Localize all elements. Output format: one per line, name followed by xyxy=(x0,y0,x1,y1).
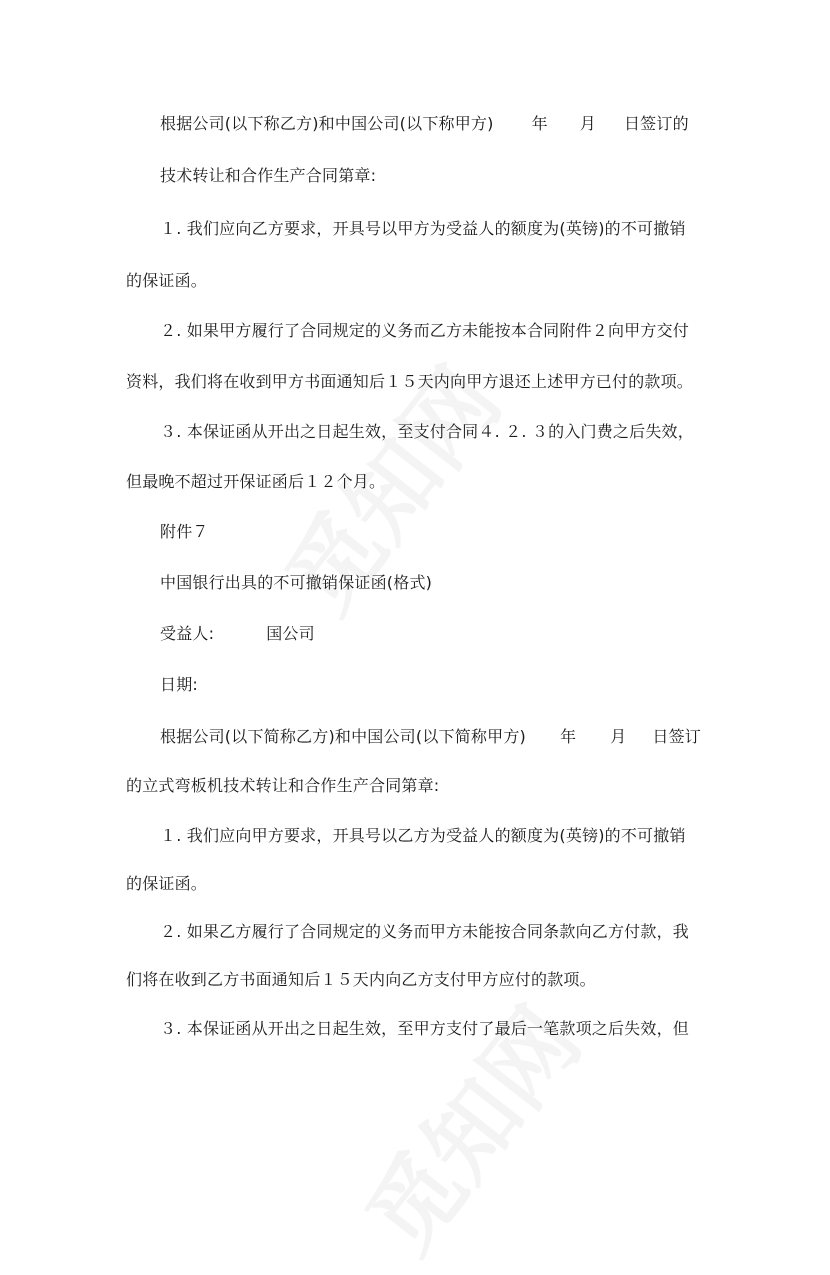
blank-month: 月 xyxy=(610,727,627,746)
attachment-label: 附件７ xyxy=(160,522,209,541)
blank-day: 日签订的 xyxy=(623,114,689,133)
paragraph-text: 根据公司(以下简称乙方)和中国公司(以下简称甲方) xyxy=(160,727,526,746)
clause-2-line: 资料，我们将在收到甲方书面通知后１５天内向甲方退还上述甲方已付的款项。 xyxy=(126,372,694,391)
clause-2-line: 们将在收到乙方书面通知后１５天内向乙方支付甲方应付的款项。 xyxy=(126,970,596,989)
paragraph-line xyxy=(160,727,701,747)
clause-2-line: ２. 如果甲方履行了合同规定的义务而乙方未能按本合同附件２向甲方交付 xyxy=(160,321,689,340)
guarantee-heading: 中国银行出具的不可撤销保证函(格式) xyxy=(160,573,433,592)
paragraph-line: 技术转让和合作生产合同第章: xyxy=(160,166,377,185)
paragraph-text: 根据公司(以下称乙方)和中国公司(以下称甲方) xyxy=(160,114,494,133)
beneficiary-row xyxy=(160,624,315,644)
blank-day: 日签订 xyxy=(652,727,701,746)
blank-month: 月 xyxy=(579,114,596,133)
clause-3-line: ３. 本保证函从开出之日起生效，至支付合同４. ２. ３的入门费之后失效， xyxy=(160,422,694,441)
clause-3-line: 但最晚不超过开保证函后１２个月。 xyxy=(126,472,386,491)
date-label: 日期: xyxy=(160,675,198,694)
clause-2-line: ２. 如果乙方履行了合同规定的义务而甲方未能按合同条款向乙方付款，我 xyxy=(160,922,689,941)
clause-1-line: 的保证函。 xyxy=(126,271,208,290)
clause-1-line: １. 我们应向乙方要求，开具号以甲方为受益人的额度为(英镑)的不可撤销 xyxy=(160,219,686,238)
beneficiary-label: 受益人: xyxy=(160,624,215,643)
blank-year: 年 xyxy=(531,114,548,133)
paragraph-line xyxy=(160,114,689,134)
beneficiary-value: 国公司 xyxy=(266,624,315,643)
blank-year: 年 xyxy=(559,727,577,746)
clause-1-line: １. 我们应向甲方要求，开具号以乙方为受益人的额度为(英镑)的不可撤销 xyxy=(160,826,686,845)
clause-1-line: 的保证函。 xyxy=(126,874,208,893)
paragraph-line: 的立式弯板机技术转让和合作生产合同第章: xyxy=(126,776,440,795)
clause-3-line: ３. 本保证函从开出之日起生效，至甲方支付了最后一笔款项之后失效，但 xyxy=(160,1019,689,1038)
